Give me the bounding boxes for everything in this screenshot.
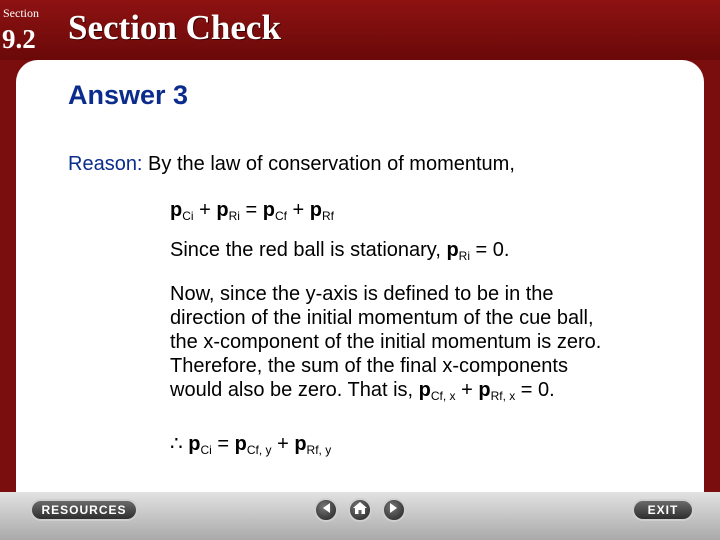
operator: =	[239, 199, 263, 221]
paragraph-line: the x-component of the initial momentum is zero.	[170, 331, 602, 353]
subscript: Rf, x	[490, 389, 516, 403]
operator: +	[271, 433, 295, 455]
paragraph-last-text: would also be zero. That is,	[170, 379, 419, 401]
content-panel	[16, 60, 704, 492]
section-label: Section	[3, 6, 39, 20]
momentum-symbol: p	[188, 433, 201, 455]
stationary-tail: = 0.	[470, 239, 510, 261]
subscript: Cf, x	[430, 389, 456, 403]
subscript: Cf, y	[246, 443, 272, 457]
answer-heading: Answer 3	[68, 80, 189, 110]
section-badge	[0, 0, 52, 60]
equation-momentum	[170, 198, 334, 228]
momentum-symbol: p	[418, 379, 431, 401]
paragraph-line: Therefore, the sum of the final x-components	[170, 355, 568, 377]
reason-text: By the law of conservation of momentum,	[142, 153, 515, 175]
momentum-symbol: p	[262, 199, 275, 221]
resources-button[interactable]	[30, 499, 138, 521]
operator: =	[211, 433, 235, 455]
header-bar	[0, 0, 720, 60]
left-arrow-icon	[321, 501, 331, 519]
momentum-symbol: p	[170, 199, 183, 221]
reason-line	[68, 152, 515, 176]
paragraph-last-line	[170, 378, 555, 408]
conclusion-equation	[170, 432, 331, 462]
momentum-symbol: p	[446, 239, 459, 261]
stationary-line	[170, 238, 509, 268]
subscript: Ri	[458, 249, 470, 263]
operator: +	[193, 199, 217, 221]
momentum-symbol: p	[234, 433, 247, 455]
momentum-symbol: p	[478, 379, 491, 401]
page-title: Section Check	[68, 8, 281, 47]
exit-button[interactable]	[632, 499, 694, 521]
momentum-symbol: p	[216, 199, 229, 221]
next-button[interactable]	[382, 498, 406, 522]
momentum-symbol: p	[294, 433, 307, 455]
subscript: Ci	[182, 209, 194, 223]
resources-label: RESOURCES	[41, 503, 127, 517]
subscript: Rf, y	[306, 443, 332, 457]
previous-button[interactable]	[314, 498, 338, 522]
therefore-symbol: ∴	[170, 433, 189, 455]
operator: +	[455, 379, 479, 401]
section-number: 9.2	[2, 24, 36, 54]
momentum-symbol: p	[309, 199, 322, 221]
paragraph-line: direction of the initial momentum of the cue ball,	[170, 307, 594, 329]
paragraph-last-tail: = 0.	[515, 379, 555, 401]
home-icon	[353, 501, 367, 519]
subscript: Rf	[321, 209, 334, 223]
subscript: Ri	[228, 209, 240, 223]
operator: +	[286, 199, 310, 221]
paragraph-line: Now, since the y-axis is defined to be in the	[170, 283, 554, 305]
exit-label: EXIT	[647, 503, 679, 517]
stationary-text: Since the red ball is stationary,	[170, 239, 447, 261]
right-arrow-icon	[389, 501, 399, 519]
reason-label: Reason:	[68, 153, 143, 175]
subscript: Ci	[200, 443, 212, 457]
home-button[interactable]	[348, 498, 372, 522]
subscript: Cf	[274, 209, 287, 223]
